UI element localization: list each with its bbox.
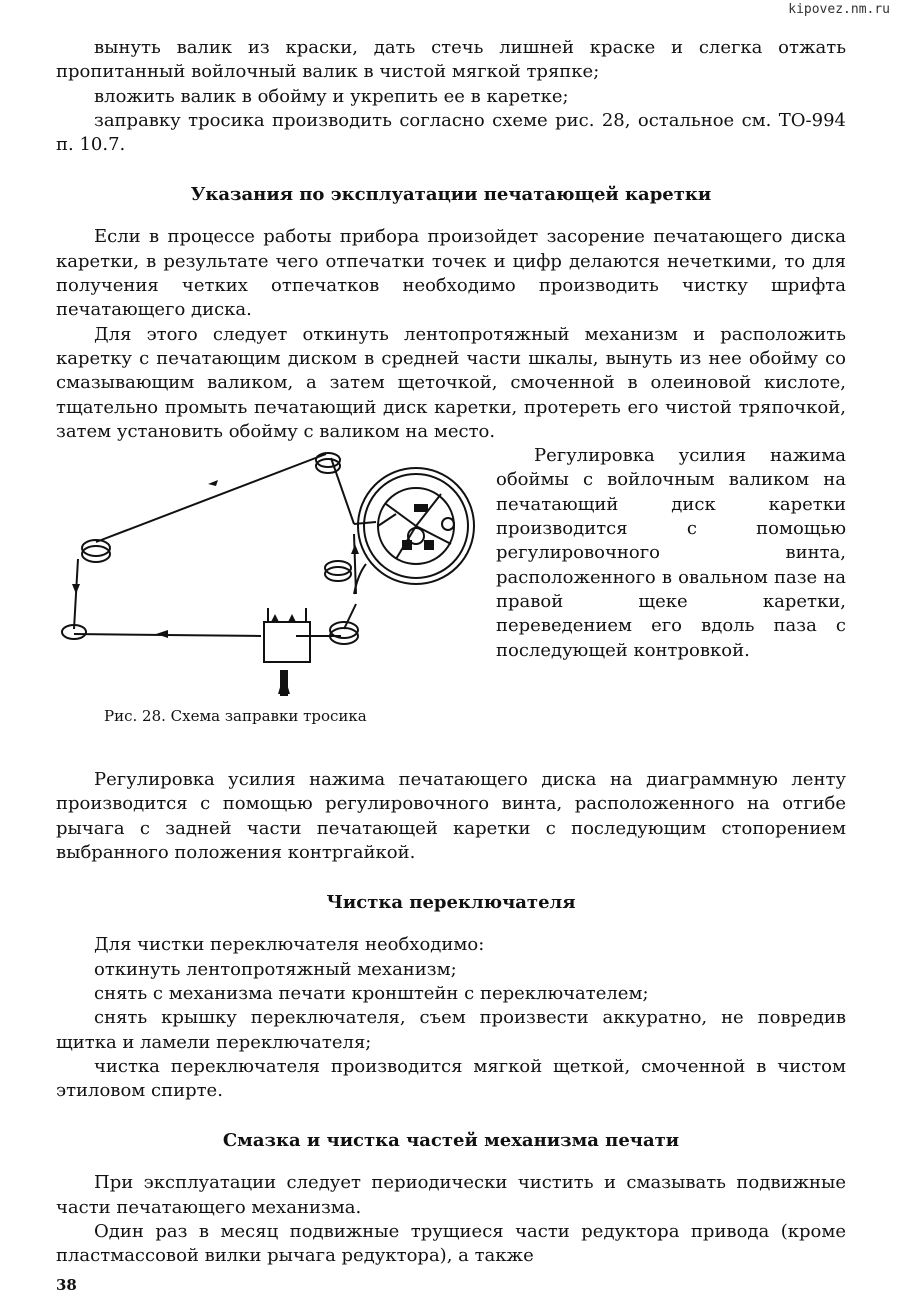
page-number: 38 (56, 1276, 77, 1294)
figure-caption: Рис. 28. Схема заправки тросика (104, 707, 367, 726)
intro-paragraph-1: вынуть валик из краски, дать стечь лишней краске и слегка отжать пропитанный войлочный валик в чистой мягкой тряпке; (56, 37, 846, 83)
section-heading-lubrication: Смазка и чистка частей механизма печати (222, 1130, 680, 1152)
cable-diagram (56, 444, 486, 704)
carriage-paragraph-1: Если в процессе работы прибора произойдет засорение печатающего диска каретки, в результате чего отпечатки точек и цифр делаются нечеткими, то для получения четких отпечатков необходимо производить чистку шрифта печатающего диска. (56, 226, 846, 321)
section-heading-switch: Чистка переключателя (326, 892, 576, 914)
carriage-paragraph-2 (56, 323, 846, 444)
switch-paragraph-3: снять с механизма печати кронштейн с переключателем; (94, 982, 649, 1004)
site-watermark: kipovez.nm.ru (788, 2, 890, 17)
switch-paragraph-1: Для чистки переключателя необходимо: (94, 934, 485, 956)
page-body (56, 36, 846, 1269)
lubrication-paragraph-2: Один раз в месяц подвижные трущиеся части редуктора привода (кроме пластмассовой вилки рычага редуктора), а также (56, 1221, 846, 1267)
carriage-paragraph-4: Регулировка усилия нажима печатающего диска на диаграммную ленту производится с помощью регулировочного винта, расположенного на отгибе рычага с задней части печатающей каретки с последующим стопорением выбранного положения контргайкой. (56, 769, 846, 864)
switch-paragraph-5: чистка переключателя производится мягкой щеткой, смоченной в чистом этиловом спирте. (56, 1055, 846, 1102)
cable-threading-figure (56, 444, 486, 768)
carriage-paragraph-2-text: Для этого следует откинуть лентопротяжный механизм и расположить каретку с печатающим диском в средней части шкалы, вынуть из нее обойму со смазывающим валиком, а затем щеточкой, смоченной в олеиновой кислоте, тщательно промыть печатающий диск каретки, протереть его чистой тряпочкой, затем установить обойму с валиком на место. (56, 323, 846, 442)
intro-paragraph-2: вложить валик в обойму и укрепить ее в каретке; (94, 85, 569, 107)
intro-paragraph-3: заправку тросика производить согласно схеме рис. 28, остальное см. ТО-994 п. 10.7. (56, 109, 846, 156)
carriage-paragraph-3: Регулировка усилия нажима обоймы с войлочным валиком на печатающий диск каретки производится с помощью регулировочного винта, расположенного в овальном пазе на правой щеке каретки, переведением его вдоль паза с последующей контровкой. (496, 445, 846, 661)
switch-paragraph-4: снять крышку переключателя, съем произвести аккуратно, не повредив щитка и ламели переключателя; (56, 1007, 846, 1053)
section-heading-carriage: Указания по эксплуатации печатающей каретки (190, 184, 712, 206)
switch-paragraph-2: откинуть лентопротяжный механизм; (94, 958, 457, 980)
lubrication-paragraph-1: При эксплуатации следует периодически чистить и смазывать подвижные части печатающего механизма. (56, 1172, 846, 1218)
